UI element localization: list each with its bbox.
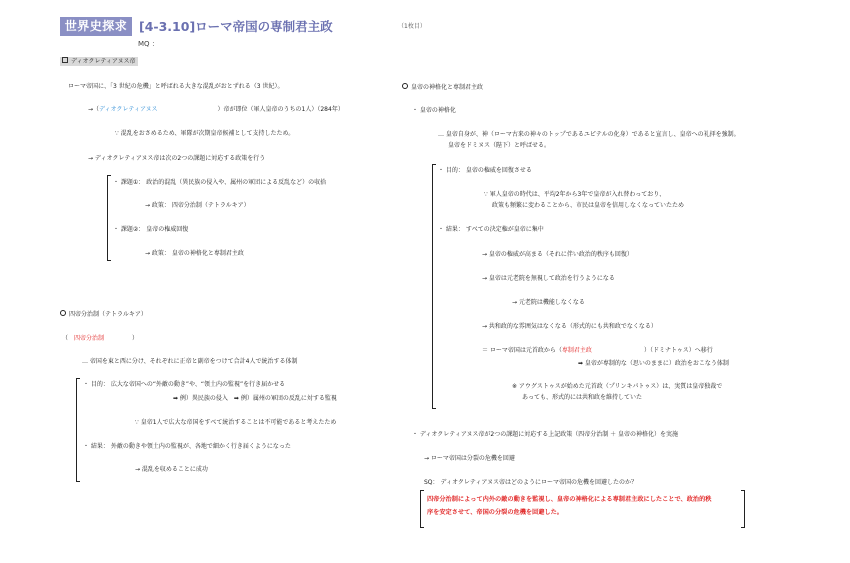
answer-bracket-right [736,490,745,528]
principate-note-2: あっても、形式的には共和政を維持していた [522,394,642,401]
page-title: [4-3.10]ローマ帝国の専制君主政 [139,19,333,34]
policy-1: → 政策： 四帝分治制（テトラルキア） [145,202,250,209]
principate-note-1: ※ アウグストゥスが始めた元首政（プリンキパトゥス）は、実質は皇帝独裁で [512,383,723,390]
tetrarchy-result: ・ 結果： 外敵の動きや領土内の監視が、各地で細かく行き届くようになった [83,443,291,450]
section-diocletian-heading: ディオクレティアヌス帝 [60,57,138,66]
deification-purpose: ・ 目的： 皇帝の権威を回復させる [438,167,532,174]
two-issues-text: → ディオクレティアヌス帝は次の2つの課題に対応する政策を行う [88,155,266,162]
main-question-label: MQ ： [138,40,159,48]
deification-result: ・ 結果： すべての決定権が皇帝に集中 [438,226,544,233]
issue-1: ・ 課題①： 政治的混乱（異民族の侵入や、属州の軍団による反乱など）の収拾 [113,179,327,186]
sub-question: SQ： ディオクレティアヌス帝はどのようにローマ帝国の危機を回避したのか？ [424,479,637,486]
result-4: → 共和政的な雰囲気はなくなる（形式的にも共和政でなくなる） [482,323,657,330]
dominate-definition: ➡ 皇帝が専制的な（思いのままに）政治をおこなう体制 [578,360,729,367]
tetrarchy-reason: ∵ 皇帝1人で広大な帝国をすべて統治することは不可能であると考えたため [135,419,337,426]
tetrarchy-outcome: → 混乱を収めることに成功 [135,466,208,473]
tetrarchy-purpose: ・ 目的： 広大な帝国への“外敵の動き”や、“領土内の監視”を行き届かせる [83,381,286,388]
circle-bullet-icon [60,310,66,316]
summary-outcome: → ローマ帝国は分裂の危機を回避 [424,455,515,462]
result-3: → 元老院は機能しなくなる [512,299,585,306]
answer-text: 四帝分治制によって内外の敵の動きを監視し、皇帝の神格化による専制君主政にしたことで、政治的秩序を安定させて、帝国の分裂の危機を回避した。 [427,496,712,516]
deification-reason-1: ∵ 軍人皇帝の時代は、平均2年から3年で皇帝が入れ替わっており、 [484,191,666,198]
tetrarchy-bracket [76,378,367,482]
result-1: → 皇帝の権威が高まる（それに伴い政治的秩序も回復） [482,251,633,258]
summary-policies: ・ ディオクレティアヌス帝が2つの課題に対応する上記政策（四帝分治制 ＋ 皇帝の神格化）を実施 [412,431,679,438]
page-number: （1枚目） [398,23,426,30]
section-deification-heading: 皇帝の神格化と専制君主政 [402,83,483,92]
subject-badge: 世界史探求 [60,17,132,36]
deification-desc-2: 皇帝をドミヌス（陛下）と呼ばせる。 [448,142,551,149]
intro-text: ローマ帝国に、「3 世紀の危機」と呼ばれる大きな混乱がおとずれる（3 世紀）。 [68,83,284,90]
reason-text: ∵ 混乱をおさめるため、軍隊が次期皇帝候補として支持したため。 [115,130,295,137]
deification-desc-1: … 皇帝自身が、神（ローマ古来の神々のトップであるユピテルの化身）であると宣言し、皇帝への礼拝を強制。 [438,131,740,138]
diocletian-accession: →（ディオクレティアヌス ）帝が即位（軍人皇帝のうちの1人）（284年） [88,106,344,113]
section-tetrarchy-heading: 四帝分治制（テトラルキア） [60,310,147,319]
policy-2: → 政策： 皇帝の神格化と専制君主政 [145,250,244,257]
checkbox-icon [62,57,68,63]
dominate-shift: ＝ ローマ帝国は元首政から（専制君主政 ）（ドミナトゥス）へ移行 [482,347,713,354]
tetrarchy-definition: … 帝国を東と西に分け、それぞれに正帝と副帝をつけて合計4人で統治する体制 [82,358,298,365]
issues-bracket [107,175,358,261]
deification-bracket [432,164,763,409]
issue-2: ・ 課題②： 皇帝の権威回復 [113,226,189,233]
deification-label: ・ 皇帝の神格化 [412,107,456,114]
result-2: → 皇帝は元老院を無視して政治を行うようになる [482,275,615,282]
tetrarchy-examples: ➡ 例）異民族の侵入 ➡ 例）属州の軍団の反乱に対する監視 [173,395,337,402]
circle-bullet-icon [402,83,408,89]
deification-reason-2: 政策も頻繁に変わることから、市民は皇帝を信用しなくなっていたため [492,202,685,209]
tetrarchy-term: （ 四帝分治制 ） [62,335,139,342]
